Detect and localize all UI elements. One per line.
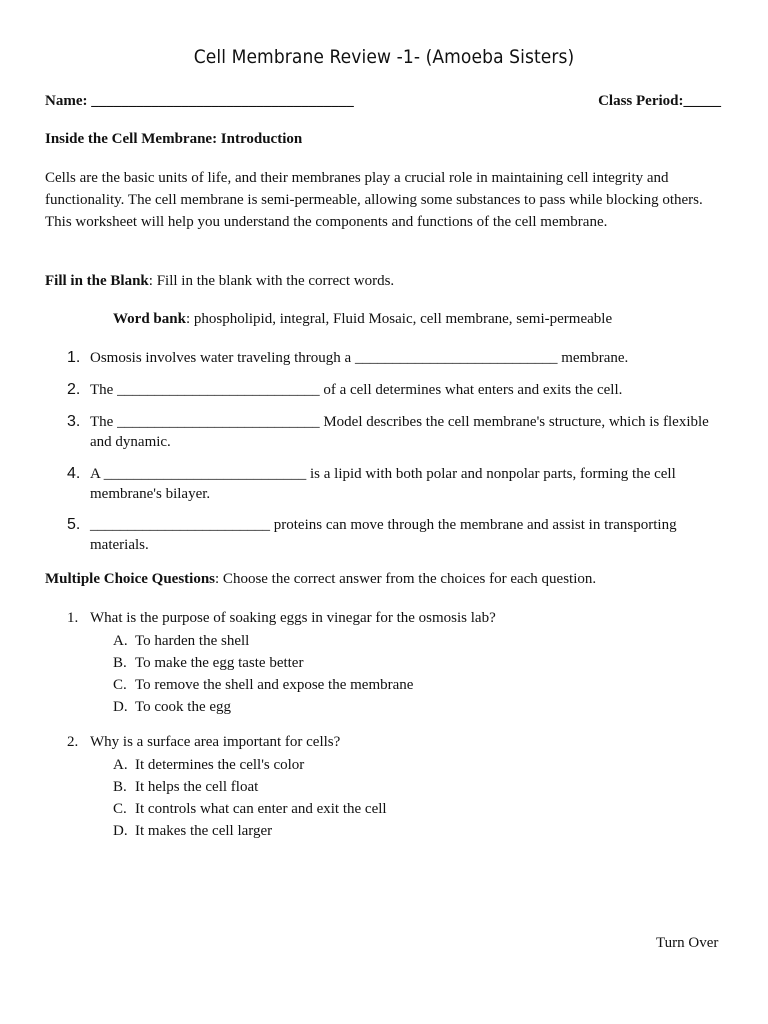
intro-paragraph: Cells are the basic units of life, and their membranes play a crucial role in maintaining cell integrity and functionality. The cell membrane is semi-permeable, allowing some substances to pass while blocking others. This worksheet will help you understand the components and functions of the cell membrane. — [45, 170, 703, 230]
fill-in-blank-item — [67, 412, 727, 452]
item-number: 4. — [67, 465, 81, 482]
question-number: 2. — [67, 734, 79, 750]
class-period-field[interactable]: Class Period:_____ — [598, 93, 721, 109]
fill-in-blank-instructions — [45, 273, 725, 290]
multiple-choice-question — [67, 608, 727, 718]
option-text: It determines the cell's color — [135, 757, 305, 773]
item-text: A ___________________________ is a lipid with both polar and nonpolar parts, forming the cell membrane's bilayer. — [90, 466, 680, 502]
word-bank — [113, 311, 612, 328]
question-text: What is the purpose of soaking eggs in vinegar for the osmosis lab? — [90, 610, 496, 626]
answer-options — [113, 630, 727, 718]
name-field[interactable]: Name: ___________________________________ — [45, 93, 354, 109]
option-letter: C. — [113, 801, 127, 817]
option-text: To make the egg taste better — [135, 655, 304, 671]
item-text: ________________________ proteins can move through the membrane and assist in transporting materials. — [90, 517, 681, 553]
item-text: Osmosis involves water traveling through a ___________________________ membrane. — [90, 350, 629, 366]
multiple-choice-instruction: : Choose the correct answer from the choices for each question. — [215, 571, 597, 587]
item-number: 5. — [67, 516, 81, 533]
item-number: 2. — [67, 381, 81, 398]
option-text: To harden the shell — [135, 633, 250, 649]
item-text: The ___________________________ Model describes the cell membrane's structure, which is flexible and dynamic. — [90, 414, 713, 450]
multiple-choice-instructions — [45, 571, 725, 588]
option-letter: A. — [113, 633, 128, 649]
answer-option[interactable] — [113, 798, 727, 820]
turn-over-label: Turn Over — [656, 935, 719, 951]
question-number: 1. — [67, 610, 79, 626]
fill-in-blank-item — [67, 380, 727, 400]
item-number: 3. — [67, 413, 81, 430]
fill-in-blank-instruction: : Fill in the blank with the correct words. — [148, 273, 395, 289]
option-text: It helps the cell float — [135, 779, 259, 795]
multiple-choice-label: Multiple Choice Questions — [45, 571, 216, 587]
option-letter: C. — [113, 677, 127, 693]
question-text: Why is a surface area important for cells? — [90, 734, 341, 750]
fill-in-blank-item — [67, 348, 727, 368]
answer-option[interactable] — [113, 652, 727, 674]
option-letter: D. — [113, 699, 128, 715]
option-text: It makes the cell larger — [135, 823, 273, 839]
answer-option[interactable] — [113, 820, 727, 842]
answer-option[interactable] — [113, 754, 727, 776]
answer-options — [113, 754, 727, 842]
item-text: The ___________________________ of a cell determines what enters and exits the cell. — [90, 382, 623, 398]
option-letter: A. — [113, 757, 128, 773]
name-class-row — [45, 93, 721, 110]
fill-in-blank-item — [67, 515, 727, 555]
question-text-row — [67, 608, 727, 628]
option-text: It controls what can enter and exit the cell — [135, 801, 387, 817]
multiple-choice-question — [67, 732, 727, 842]
word-bank-words: : phospholipid, integral, Fluid Mosaic, cell membrane, semi-permeable — [185, 311, 613, 327]
worksheet-title: Cell Membrane Review -1- (Amoeba Sisters) — [193, 46, 575, 68]
fill-in-blank-label: Fill in the Blank — [45, 273, 149, 289]
fill-in-blank-item — [67, 464, 727, 504]
option-text: To remove the shell and expose the membrane — [135, 677, 414, 693]
intro-heading: Inside the Cell Membrane: Introduction — [45, 131, 303, 147]
option-letter: B. — [113, 655, 127, 671]
answer-option[interactable] — [113, 776, 727, 798]
word-bank-label: Word bank — [113, 311, 186, 327]
answer-option[interactable] — [113, 630, 727, 652]
option-letter: D. — [113, 823, 128, 839]
answer-option[interactable] — [113, 674, 727, 696]
option-letter: B. — [113, 779, 127, 795]
question-text-row — [67, 732, 727, 752]
answer-option[interactable] — [113, 696, 727, 718]
item-number: 1. — [67, 349, 81, 366]
option-text: To cook the egg — [135, 699, 232, 715]
